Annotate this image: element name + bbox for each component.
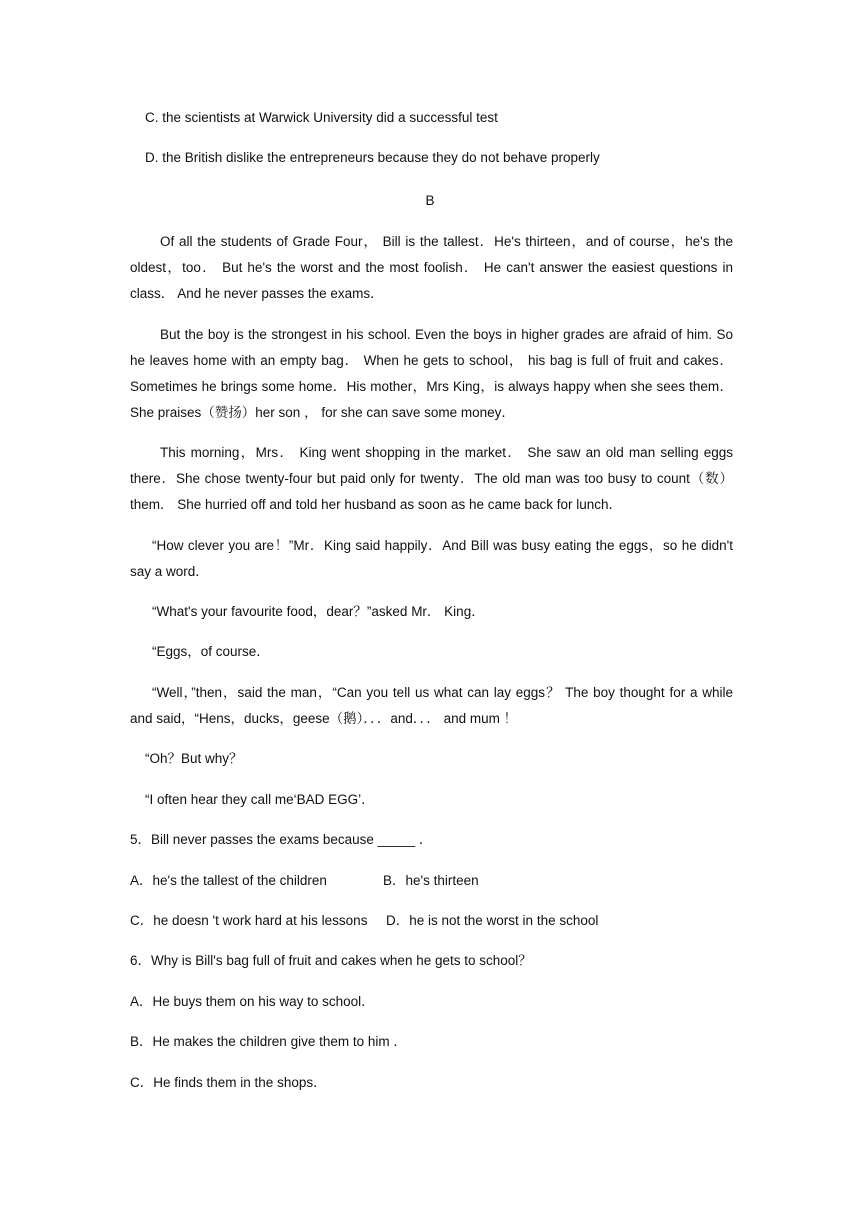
passage-paragraph-5: “What's your favourite food，dear？”asked Mr． King． — [152, 604, 485, 619]
question-5-option-a: A．he's the tallest of the children — [130, 873, 327, 888]
passage-paragraph-1: Of all the students of Grade Four， Bill is the tallest．He's thirteen，and of course，he's the oldest，too． But he's the worst and the most foolish． He can't answer the easiest questions in class． And he never passes the exams． — [130, 234, 733, 301]
question-6-option-b: B．He makes the children give them to him ． — [130, 1034, 407, 1049]
prev-option-c: C. the scientists at Warwick University did a successful test — [145, 110, 498, 125]
question-6-stem: 6．Why is Bill's bag full of fruit and cakes when he gets to school？ — [130, 953, 532, 968]
question-5-option-b: B．he's thirteen — [383, 873, 479, 888]
question-5-option-d: D．he is not the worst in the school — [386, 913, 599, 928]
passage-paragraph-7: “Well，”then，said the man，“Can you tell us what can lay eggs？ The boy thought for a while and said，“Hens，ducks，geese（鹅）．．．and．．． and mum ！ — [130, 685, 733, 726]
question-5-stem: 5．Bill never passes the exams because _____ ． — [130, 832, 433, 847]
passage-paragraph-4: “How clever you are！”Mr．King said happily．And Bill was busy eating the eggs，so he didn't say a word． — [130, 538, 733, 579]
passage-paragraph-3: This morning，Mrs． King went shopping in the market． She saw an old man selling eggs there．She chose twenty-four but paid only for twenty．The old man was too busy to count（数）them． She hurried off and told her husband as soon as he came back for lunch． — [130, 445, 733, 512]
passage-label: B — [425, 193, 435, 208]
passage-paragraph-6: “Eggs，of course． — [152, 644, 270, 659]
question-5-option-c: C．he doesn 't work hard at his lessons — [130, 913, 368, 928]
question-6-option-c: C．He finds them in the shops． — [130, 1075, 327, 1090]
passage-paragraph-9: “I often hear they call me‘BAD EGG’． — [145, 792, 375, 807]
prev-option-d: D. the British dislike the entrepreneurs because they do not behave properly — [145, 150, 600, 165]
passage-paragraph-8: “Oh？But why？ — [145, 751, 243, 766]
question-6-option-a: A．He buys them on his way to school． — [130, 994, 375, 1009]
passage-paragraph-2: But the boy is the strongest in his school. Even the boys in higher grades are afraid of him. So he leaves home with an empty bag． When he gets to school， his bag is full of fruit and cakes．Sometimes he brings some home．His mother，Mrs King，is always happy when she sees them． She praises（赞扬）her son ， for she can save some money． — [130, 327, 733, 420]
